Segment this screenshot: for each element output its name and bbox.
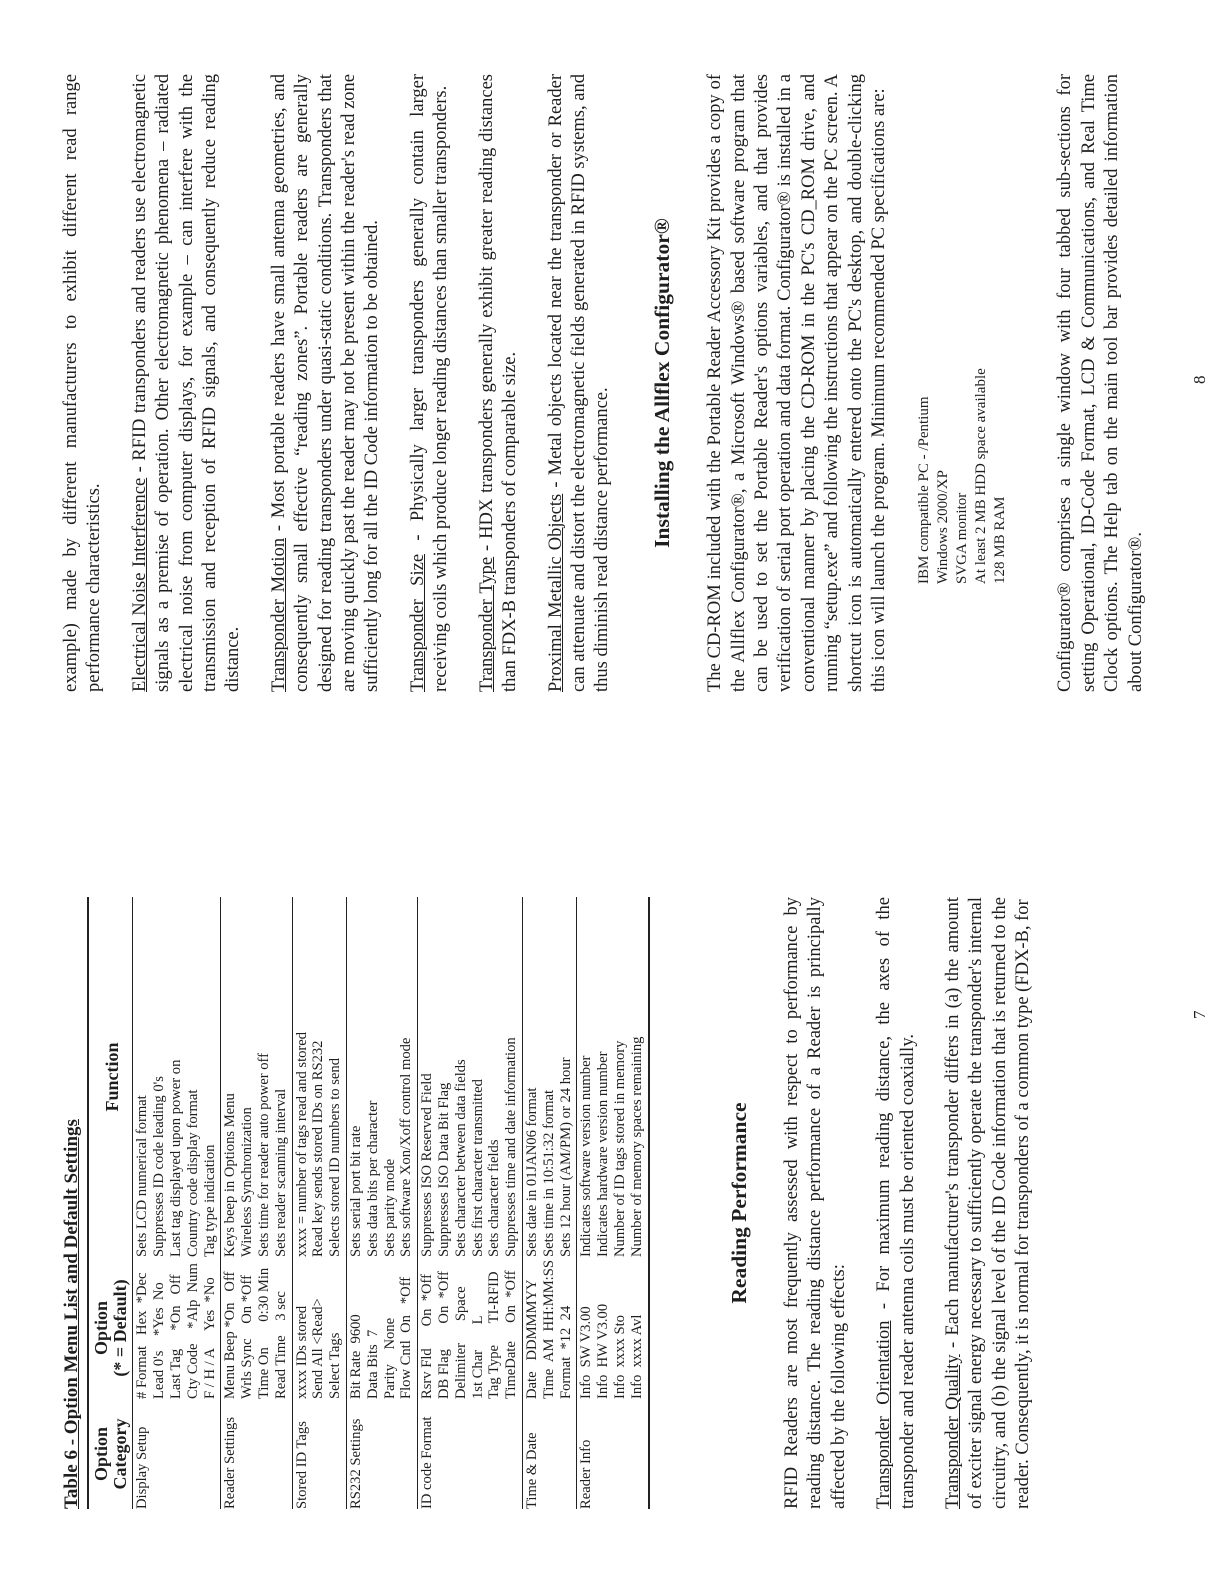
table-row (292, 897, 346, 1509)
page-number-7: 7 (1190, 1010, 1209, 1019)
option-value: Data Bits 7 (364, 1329, 381, 1399)
function-description: Tag type indication (201, 1144, 218, 1257)
option-value: Info SW V3.00 (578, 1306, 595, 1399)
option-value: DB Flag On *Off (435, 1271, 452, 1399)
function-description: Sets date in 01JAN06 format (523, 1087, 540, 1257)
table-row (133, 897, 221, 1509)
spec-line: IBM compatible PC - /Pentium (916, 396, 933, 584)
option-value: Info HW V3.00 (595, 1303, 612, 1399)
page-7 (60, 897, 1036, 1509)
effect-term: Proximal Metallic Objects (545, 493, 566, 692)
effect-term: Transponder Size (407, 553, 428, 692)
function-cell (133, 897, 221, 1257)
function-description: Keys beep in Options Menu (222, 1093, 239, 1257)
install-paragraph: The CD-ROM included with the Portable Reader Accessory Kit provides a copy of the Allflex Configurator®, a Microsoft Windows® based software program that can be used to set the Portable Reader's options variables, and that provides verification of serial port operation and data format. Configurator® is installed in a conventional manner by placing the CD-ROM in the PC's CD_ROM drive, and running “setup.exe” and following the instructions that appear on the PC screen. A shortcut icon is automatically entered onto the PC's desktop, and double-clicking this icon will launch the program. Minimum recommended PC specifications are: (705, 74, 889, 692)
option-value: Wrls Sync On *Off (239, 1275, 256, 1399)
option-value: # Format Hex *Dec (134, 1272, 151, 1399)
option-value: Info xxxx Avl (628, 1314, 645, 1399)
effect-text: - Metal objects located near the transponder or Reader can attenuate and distort the electromagnetic fields generated in RFID systems, and thus diminish read distance performance. (545, 74, 613, 692)
function-description: Suppresses time and date information (503, 1037, 520, 1257)
function-description: Sets serial port bit rate (347, 1125, 364, 1257)
function-cell (346, 897, 417, 1257)
page-number-8: 8 (1190, 375, 1209, 384)
reading-performance-title: Reading Performance (726, 1102, 751, 1304)
function-description: Selects stored ID numbers to send (327, 1057, 344, 1257)
table-row (418, 897, 523, 1509)
function-description: Sets data bits per character (364, 1100, 381, 1257)
orientation-text: - For maximum reading distance, the axes of the transponder and reader antenna coils must be oriented coaxially. (874, 897, 918, 1509)
option-value: Delimiter Space (452, 1286, 469, 1399)
function-description: Sets software Xon/Xoff control mode (398, 1037, 415, 1257)
quality-paragraph (942, 897, 1036, 1509)
function-cell (292, 897, 346, 1257)
option-value: Time AM HH:MM:SS (540, 1260, 557, 1399)
effects-list (129, 74, 615, 692)
option-value: Flow Cntl On *Off (398, 1276, 415, 1399)
option-value: Rsrv Fld On *Off (419, 1273, 436, 1399)
table-title: Table 6 - Option Menu List and Default Settings (61, 1119, 82, 1509)
effect-paragraph (476, 74, 523, 692)
effect-term: Electrical Noise Interference (129, 477, 150, 692)
effect-paragraph (545, 74, 615, 692)
option-value: Select Tags (327, 1332, 344, 1399)
option-cell (418, 1257, 523, 1399)
option-value: Read Time 3 sec (272, 1291, 289, 1399)
effect-paragraph (407, 74, 454, 692)
function-description: Suppresses ID code leading 0's (151, 1076, 168, 1257)
option-cell (133, 1257, 221, 1399)
function-description: Sets first character transmitted (469, 1079, 486, 1257)
option-value: Parity None (381, 1317, 398, 1399)
option-category-cell: Stored ID Tags (293, 1421, 310, 1509)
option-value: TimeDate On *Off (503, 1270, 520, 1399)
header-option-2: (* = Default) (111, 1257, 133, 1399)
effect-paragraph (129, 74, 246, 692)
option-cell (221, 1257, 292, 1399)
orientation-term: Transponder Orientation (874, 1320, 895, 1509)
function-cell (577, 897, 649, 1257)
option-cell (577, 1257, 649, 1399)
option-value: Format *12 24 (557, 1305, 574, 1399)
reading-performance-intro: RFID Readers are most frequently assessed with respect to performance by reading distance. The reading distance performance of a Reader is principally affected by the following effects: (781, 897, 849, 1509)
option-category-cell: Time & Date (523, 1432, 540, 1509)
function-description: Read key sends stored IDs on RS232 (310, 1040, 327, 1257)
quality-term: Transponder Quality (942, 1354, 963, 1509)
option-value: Tag Type TI-RFID (486, 1271, 503, 1399)
function-description: Sets character between data fields (452, 1059, 469, 1257)
option-category-cell: Display Setup (134, 1426, 151, 1509)
option-menu-table (87, 897, 649, 1509)
effect-term: Transponder Motion (268, 537, 289, 692)
table-body (133, 897, 649, 1509)
effect-term: Transponder Type (476, 556, 497, 692)
function-cell (418, 897, 523, 1257)
function-description: Wireless Synchronization (239, 1107, 256, 1257)
option-cell (292, 1257, 346, 1399)
function-description: Sets time for reader auto power off (255, 1053, 272, 1257)
continuation-paragraph: example) made by different manufacturers to exhibit different read range performance characteristics. (61, 74, 105, 692)
option-value: Send All <Read> (310, 1298, 327, 1399)
option-value: xxxx IDs stored (293, 1305, 310, 1399)
header-option-category-2: Category (111, 1399, 133, 1509)
function-description: Indicates software version number (578, 1055, 595, 1257)
effect-text: - Physically larger transponders generally contain larger receiving coils which produce longer reading distances than smaller transponders. (407, 74, 452, 692)
option-value: Menu Beep *On Off (222, 1271, 239, 1399)
effect-text: - RFID transponders and readers use electromagnetic signals as a premise of operation. Other electromagnetic phenomena – radiated electrical noise from computer displays, for example – can interfere with the transmission and reception of RFID signals, and consequently reduce reading distance. (129, 74, 244, 692)
option-value: Info xxxx Sto (611, 1315, 628, 1399)
option-value: Time On 0:30 Min (255, 1267, 272, 1399)
function-description: Sets time in 10:51:32 format (540, 1089, 557, 1257)
function-cell (522, 897, 576, 1257)
function-description: Suppresses ISO Reserved Field (419, 1073, 436, 1257)
option-category-cell: RS232 Settings (347, 1418, 364, 1509)
function-description: Sets LCD numerical format (134, 1095, 151, 1257)
spec-line: Windows 2000/XP (935, 470, 952, 584)
spec-line: At least 2 MB HDD space available (973, 368, 990, 584)
option-value: 1st Char L (469, 1315, 486, 1399)
option-category-cell: Reader Settings (222, 1416, 239, 1509)
option-category-cell: ID code Format (419, 1416, 436, 1509)
header-option-1: Option (88, 1257, 111, 1399)
spec-line: 128 MB RAM (992, 496, 1009, 584)
orientation-paragraph (873, 897, 920, 1509)
option-category-cell: Reader Info (578, 1439, 595, 1509)
function-description: Country code display format (184, 1089, 201, 1257)
option-value: Lead 0's *Yes No (151, 1282, 168, 1399)
closing-paragraph: Configurator® comprises a single window with four tabbed sub-sections for setting Operational, ID-Code Format, LCD & Communications, and Real Time Clock options. The Help tab on the main tool bar provides detailed information about Configurator®. (1055, 74, 1146, 692)
option-value: Last Tag *On Off (168, 1274, 184, 1399)
function-description: Sets reader scanning interval (272, 1088, 289, 1257)
table-row (221, 897, 292, 1509)
spec-line: SVGA monitor (954, 492, 971, 584)
function-description: Suppresses ISO Data Bit Flag (435, 1082, 452, 1257)
header-option-category-1: Option (88, 1399, 111, 1509)
function-description: Indicates hardware version number (595, 1051, 612, 1257)
function-description: Number of memory spaces remaining (628, 1036, 645, 1257)
effect-paragraph (268, 74, 385, 692)
option-value: Bit Rate 9600 (347, 1314, 364, 1399)
effect-text: - HDX transponders generally exhibit greater reading distances than FDX-B transponders of comparable size. (476, 74, 521, 692)
pc-specs (915, 74, 1010, 584)
page-8 (60, 74, 1148, 692)
table-row (346, 897, 417, 1509)
option-value: F / H / A Yes *No (201, 1277, 218, 1399)
function-description: xxxx = number of tags read and stored (293, 1031, 310, 1257)
option-value: Cty Code *Alp Num (184, 1263, 201, 1399)
option-cell (522, 1257, 576, 1399)
table-row (522, 897, 576, 1509)
function-cell (221, 897, 292, 1257)
table-row (577, 897, 649, 1509)
quality-text: - Each manufacturer's transponder differs in (a) the amount of exciter signal energy necessary to sufficiently operate the transponder's internal circuitry, and (b) the signal level of the ID Code information that is returned to the reader. Consequently, it is normal for transponders of a common type (FDX-B, for (942, 897, 1034, 1509)
function-description: Sets 12 hour (AM/PM) or 24 hour (557, 1057, 574, 1257)
function-description: Number of ID tags stored in memory (611, 1040, 628, 1257)
function-description: Sets parity mode (381, 1158, 398, 1257)
header-function: Function (88, 897, 133, 1257)
function-description: Sets character fields (486, 1139, 503, 1257)
effect-text: - Most portable readers have small antenna geometries, and consequently small effective “reading zones”. Portable readers are generally designed for reading transponders under quasi-static conditions. Transponders that are moving quickly past the reader may not be present within the reader's read zone sufficiently long for all the ID Code information to be obtained. (268, 74, 383, 692)
option-value: Date DDMMMYY (523, 1279, 540, 1399)
function-description: Last tag displayed upon power on (168, 1059, 184, 1257)
option-cell (346, 1257, 417, 1399)
installing-configurator-title: Installing the Allflex Configurator® (649, 218, 674, 548)
